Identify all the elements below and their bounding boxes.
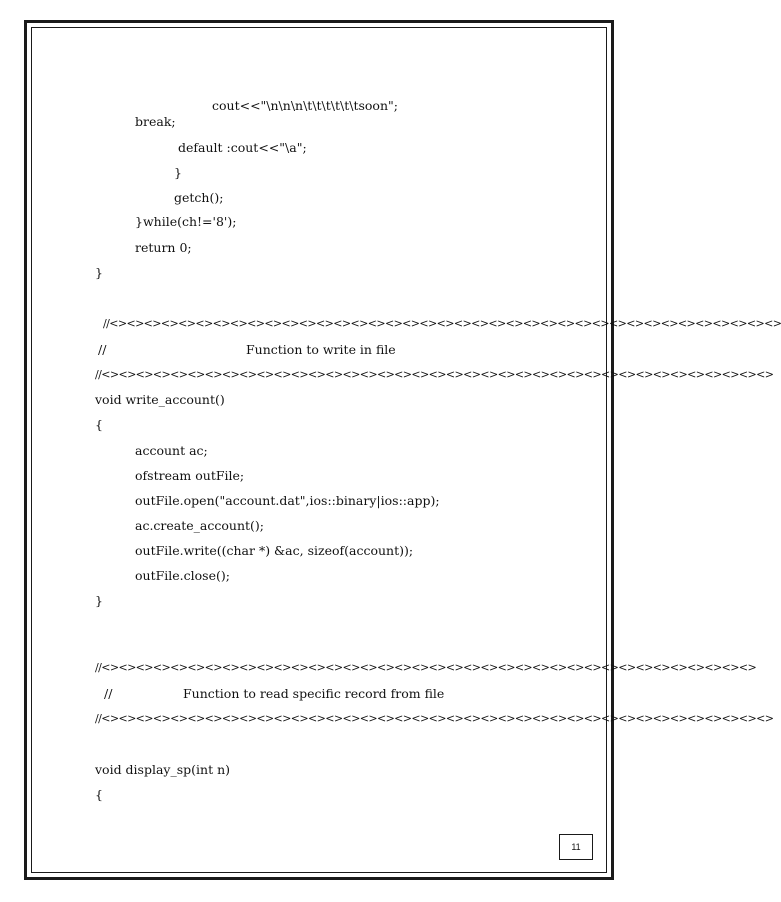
code-line: }: [174, 165, 182, 180]
comment-separator: //<><><><><><><><><><><><><><><><><><><><><><><><><><><><><><><><><><><><><><>: [95, 661, 757, 674]
code-line: void display_sp(int n): [95, 762, 231, 777]
code-line: account ac;: [135, 443, 208, 458]
comment-marker: //: [98, 342, 107, 357]
comment-separator: //<><><><><><><><><><><><><><><><><><><><><><><><><><><><><><><><><><><><><><><>: [95, 712, 774, 725]
comment-separator: //<><><><><><><><><><><><><><><><><><><><><><><><><><><><><><><><><><><><><><><>: [95, 368, 774, 381]
section-heading: Function to write in file: [246, 342, 396, 357]
code-line: return 0;: [135, 240, 192, 255]
comment-marker: //: [104, 686, 113, 701]
page-number: 11: [559, 834, 593, 860]
code-line: outFile.write((char *) &ac, sizeof(account));: [135, 543, 414, 558]
code-line: ofstream outFile;: [135, 468, 245, 483]
comment-separator: //<><><><><><><><><><><><><><><><><><><><><><><><><><><><><><><><><><><><><><><>: [103, 317, 781, 330]
code-line: ac.create_account();: [135, 518, 264, 533]
code-line: {: [95, 417, 103, 432]
code-line: }while(ch!='8');: [135, 214, 237, 229]
code-line: void write_account(): [95, 392, 225, 407]
code-line: cout<<"\n\n\n\t\t\t\t\t\tsoon";: [212, 98, 398, 113]
code-line: {: [95, 787, 103, 802]
code-line: }: [95, 593, 103, 608]
code-line: outFile.open("account.dat",ios::binary|ios::app);: [135, 493, 440, 508]
code-line: }: [95, 265, 103, 280]
code-line: getch();: [174, 190, 224, 205]
code-line: break;: [135, 114, 176, 129]
code-line: outFile.close();: [135, 568, 230, 583]
page-border-inner: [31, 27, 607, 873]
code-line: default :cout<<"\a";: [178, 140, 307, 155]
section-heading: Function to read specific record from file: [183, 686, 445, 701]
